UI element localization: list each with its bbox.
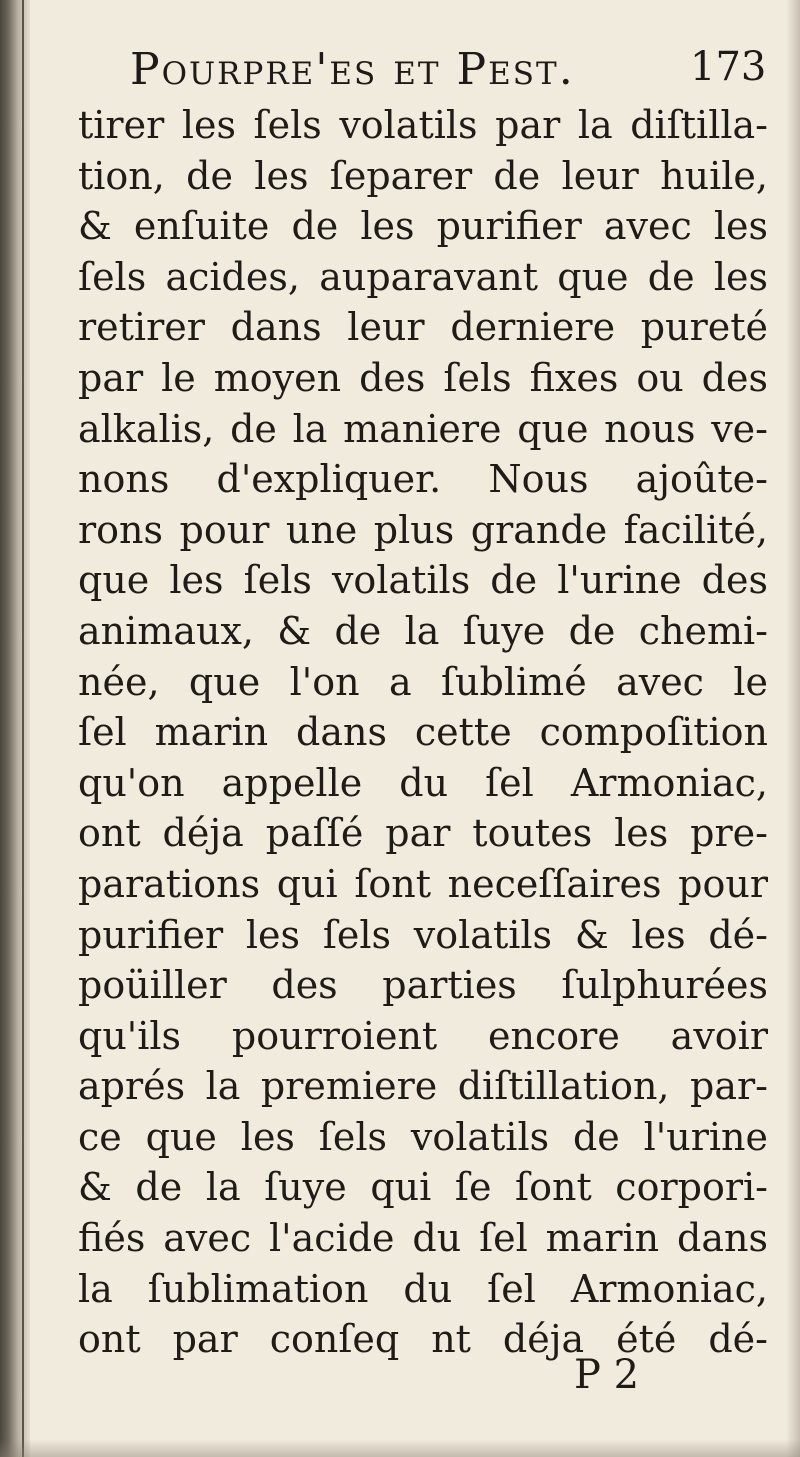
page-edge-shadow bbox=[786, 0, 800, 1457]
text-line: ſel marin dans cette compoſition bbox=[78, 710, 768, 755]
spine-line bbox=[22, 0, 24, 1457]
text-line: fiés avec l'acide du ſel marin dans bbox=[78, 1216, 768, 1261]
text-line: alkalis, de la maniere que nous ve- bbox=[78, 406, 768, 451]
text-line: ont par conſeq nt déja été dé- bbox=[78, 1317, 768, 1362]
text-line: par le moyen des ſels fixes ou des bbox=[78, 355, 768, 400]
text-line: ſels acides, auparavant que de les bbox=[78, 254, 768, 299]
text-line: qu'on appelle du ſel Armoniac, bbox=[78, 760, 768, 805]
page-header bbox=[0, 38, 800, 98]
signature-mark: P 2 bbox=[574, 1352, 640, 1398]
text-line: parations qui ſont neceſſaires pour bbox=[78, 861, 768, 906]
text-line: & enſuite de les purifier avec les bbox=[78, 204, 768, 249]
text-line: & de la ſuye qui ſe ſont corpori- bbox=[78, 1165, 768, 1210]
text-line: tion, de les ſeparer de leur huile, bbox=[78, 153, 768, 198]
body-text bbox=[78, 100, 768, 1365]
text-line: que les ſels volatils de l'urine des bbox=[78, 558, 768, 603]
running-title: Pourpre'es et Pest. bbox=[130, 44, 575, 95]
text-line: née, que l'on a ſublimé avec le bbox=[78, 659, 768, 704]
text-line: retirer dans leur derniere pureté bbox=[78, 305, 768, 350]
text-line: purifier les ſels volatils & les dé- bbox=[78, 912, 768, 957]
text-line: animaux, & de la ſuye de chemi- bbox=[78, 608, 768, 653]
text-line: la ſublimation du ſel Armoniac, bbox=[78, 1266, 768, 1311]
text-line: poüiller des parties ſulphurées bbox=[78, 963, 768, 1008]
text-line: tirer les ſels volatils par la diſtilla- bbox=[78, 103, 768, 147]
text-line: ce que les ſels volatils de l'urine bbox=[78, 1114, 768, 1159]
page-number: 173 bbox=[690, 44, 767, 90]
text-line: nons d'expliquer. Nous ajoûte- bbox=[78, 457, 768, 502]
text-line: aprés la premiere diſtillation, par- bbox=[78, 1064, 768, 1109]
text-line: ont déja paſſé par toutes les pre- bbox=[78, 811, 768, 856]
page-binding-edge bbox=[0, 0, 30, 1457]
page-bottom-edge bbox=[0, 1439, 800, 1457]
text-line: qu'ils pourroient encore avoir bbox=[78, 1013, 768, 1058]
text-line: rons pour une plus grande facilité, bbox=[78, 507, 768, 552]
